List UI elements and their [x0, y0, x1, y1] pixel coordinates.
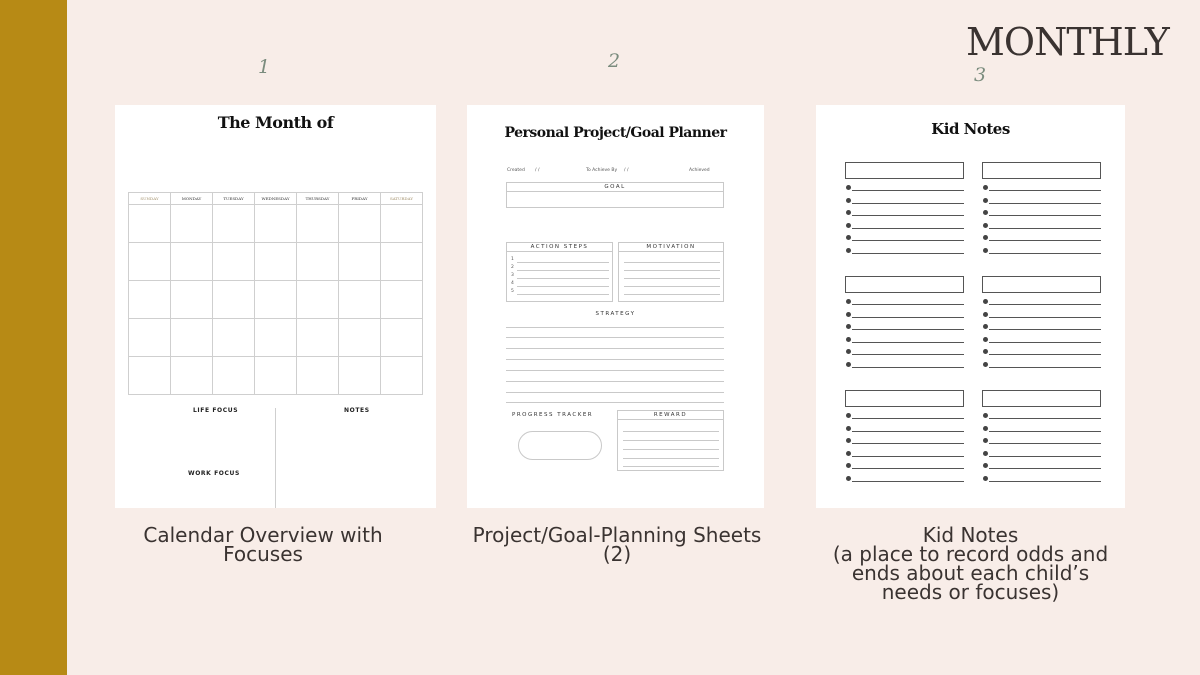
note-line	[989, 456, 1101, 457]
step-line	[517, 262, 609, 263]
strategy-line	[506, 402, 724, 403]
note-line	[852, 443, 964, 444]
motivation-line	[624, 262, 720, 263]
bullet-dot	[846, 337, 851, 342]
bullet-dot	[983, 248, 988, 253]
weekday-header: TUESDAY	[213, 193, 255, 205]
child-name-box	[982, 162, 1101, 179]
calendar-week-row	[129, 281, 423, 319]
child-name-box	[845, 276, 964, 293]
step-line	[517, 294, 609, 295]
kid-notes-title: Kid Notes	[931, 120, 1010, 138]
note-line	[852, 456, 964, 457]
bullet-dot	[846, 349, 851, 354]
note-line	[989, 431, 1101, 432]
gold-side-band	[0, 0, 67, 675]
weekday-header: SATURDAY	[381, 193, 423, 205]
bullet-dot	[846, 476, 851, 481]
child-name-box	[982, 390, 1101, 407]
note-line	[852, 329, 964, 330]
kid-notes-sheet	[816, 105, 1125, 508]
weekday-header: MONDAY	[171, 193, 213, 205]
bullet-dot	[846, 426, 851, 431]
notes-label: NOTES	[344, 407, 370, 414]
motivation-line	[624, 270, 720, 271]
reward-line	[623, 449, 719, 450]
bullet-dot	[983, 362, 988, 367]
focus-divider	[275, 408, 276, 508]
note-line	[989, 418, 1101, 419]
calendar-week-row	[129, 319, 423, 357]
bullet-dot	[983, 223, 988, 228]
item-number-3: 3	[974, 64, 987, 86]
bullet-dot	[846, 235, 851, 240]
step-line	[517, 286, 609, 287]
reward-line	[623, 458, 719, 459]
bullet-dot	[983, 324, 988, 329]
bullet-dot	[983, 337, 988, 342]
bullet-dot	[983, 349, 988, 354]
progress-tracker-pill	[518, 431, 602, 460]
note-line	[989, 317, 1101, 318]
calendar-week-row	[129, 357, 423, 395]
bullet-dot	[846, 299, 851, 304]
work-focus-label: WORK FOCUS	[188, 470, 240, 477]
motivation-header: MOTIVATION	[619, 243, 723, 252]
child-name-box	[845, 390, 964, 407]
child-name-box	[982, 276, 1101, 293]
motivation-line	[624, 278, 720, 279]
strategy-line	[506, 381, 724, 382]
strategy-line	[506, 327, 724, 328]
motivation-line	[624, 286, 720, 287]
note-line	[989, 240, 1101, 241]
created-label: Created	[507, 168, 525, 173]
note-line	[852, 304, 964, 305]
note-line	[852, 317, 964, 318]
note-line	[852, 418, 964, 419]
strategy-line	[506, 370, 724, 371]
item-number-2: 2	[608, 50, 621, 72]
bullet-dot	[983, 299, 988, 304]
caption-calendar-overview: Calendar Overview with Focuses	[143, 523, 383, 566]
bullet-dot	[846, 210, 851, 215]
action-steps-header: ACTION STEPS	[507, 243, 612, 252]
bullet-dot	[983, 210, 988, 215]
note-line	[852, 468, 964, 469]
note-line	[852, 190, 964, 191]
goal-header: GOAL	[507, 183, 723, 192]
bullet-dot	[846, 312, 851, 317]
note-line	[852, 228, 964, 229]
bullet-dot	[846, 198, 851, 203]
note-line	[989, 468, 1101, 469]
note-line	[989, 190, 1101, 191]
step-line	[517, 270, 609, 271]
step-number: 5	[511, 289, 514, 294]
note-line	[852, 203, 964, 204]
bullet-dot	[983, 185, 988, 190]
action-steps-box	[506, 242, 613, 302]
bullet-dot	[846, 362, 851, 367]
caption-goal-planner: Project/Goal-Planning Sheets (2)	[472, 523, 762, 566]
note-line	[989, 367, 1101, 368]
reward-line	[623, 466, 719, 467]
progress-tracker-label: PROGRESS TRACKER	[512, 412, 594, 418]
reward-header: REWARD	[618, 411, 723, 420]
bullet-dot	[983, 235, 988, 240]
note-line	[989, 228, 1101, 229]
step-number: 1	[511, 257, 514, 262]
bullet-dot	[846, 438, 851, 443]
bullet-dot	[983, 463, 988, 468]
created-date-slots: / /	[535, 168, 540, 173]
bullet-dot	[846, 185, 851, 190]
calendar-week-row	[129, 205, 423, 243]
strategy-header: STRATEGY	[595, 311, 636, 317]
note-line	[989, 253, 1101, 254]
note-line	[852, 367, 964, 368]
calendar-overview-sheet	[115, 105, 436, 508]
note-line	[852, 481, 964, 482]
step-line	[517, 278, 609, 279]
bullet-dot	[983, 438, 988, 443]
bullet-dot	[983, 451, 988, 456]
goal-box	[506, 182, 724, 208]
bullet-dot	[846, 451, 851, 456]
note-line	[989, 342, 1101, 343]
note-line	[852, 215, 964, 216]
life-focus-label: LIFE FOCUS	[193, 407, 239, 414]
motivation-box	[618, 242, 724, 302]
step-number: 4	[511, 281, 514, 286]
note-line	[852, 253, 964, 254]
weekday-header: WEDNESDAY	[255, 193, 297, 205]
bullet-dot	[983, 312, 988, 317]
reward-line	[623, 431, 719, 432]
strategy-line	[506, 359, 724, 360]
bullet-dot	[846, 413, 851, 418]
reward-box	[617, 410, 724, 471]
note-line	[852, 431, 964, 432]
bullet-dot	[983, 476, 988, 481]
weekday-header: THURSDAY	[297, 193, 339, 205]
motivation-line	[624, 294, 720, 295]
bullet-dot	[983, 198, 988, 203]
weekday-header: SUNDAY	[129, 193, 171, 205]
month-calendar-grid	[128, 192, 423, 395]
note-line	[989, 443, 1101, 444]
note-line	[989, 304, 1101, 305]
step-number: 3	[511, 273, 514, 278]
bullet-dot	[846, 463, 851, 468]
note-line	[989, 215, 1101, 216]
bullet-dot	[983, 426, 988, 431]
calendar-week-row	[129, 243, 423, 281]
strategy-line	[506, 337, 724, 338]
note-line	[852, 240, 964, 241]
strategy-line	[506, 348, 724, 349]
bullet-dot	[983, 413, 988, 418]
note-line	[989, 203, 1101, 204]
note-line	[852, 342, 964, 343]
achieve-date-slots: / /	[624, 168, 629, 173]
note-line	[989, 481, 1101, 482]
reward-line	[623, 440, 719, 441]
page-title: MONTHLY	[966, 20, 1169, 64]
bullet-dot	[846, 223, 851, 228]
month-sheet-title: The Month of	[217, 113, 334, 132]
achieved-label: Achieved	[689, 168, 710, 173]
bullet-dot	[846, 248, 851, 253]
note-line	[852, 354, 964, 355]
goal-planner-sheet	[467, 105, 764, 508]
bullet-dot	[846, 324, 851, 329]
caption-kid-notes: Kid Notes (a place to record odds and ends about each child’s needs or focuses)	[832, 523, 1109, 604]
note-line	[989, 354, 1101, 355]
goal-planner-title: Personal Project/Goal Planner	[504, 125, 727, 141]
weekday-header: FRIDAY	[339, 193, 381, 205]
to-achieve-by-label: To Achieve By	[586, 168, 618, 173]
step-number: 2	[511, 265, 514, 270]
child-name-box	[845, 162, 964, 179]
note-line	[989, 329, 1101, 330]
item-number-1: 1	[258, 56, 271, 78]
strategy-line	[506, 392, 724, 393]
